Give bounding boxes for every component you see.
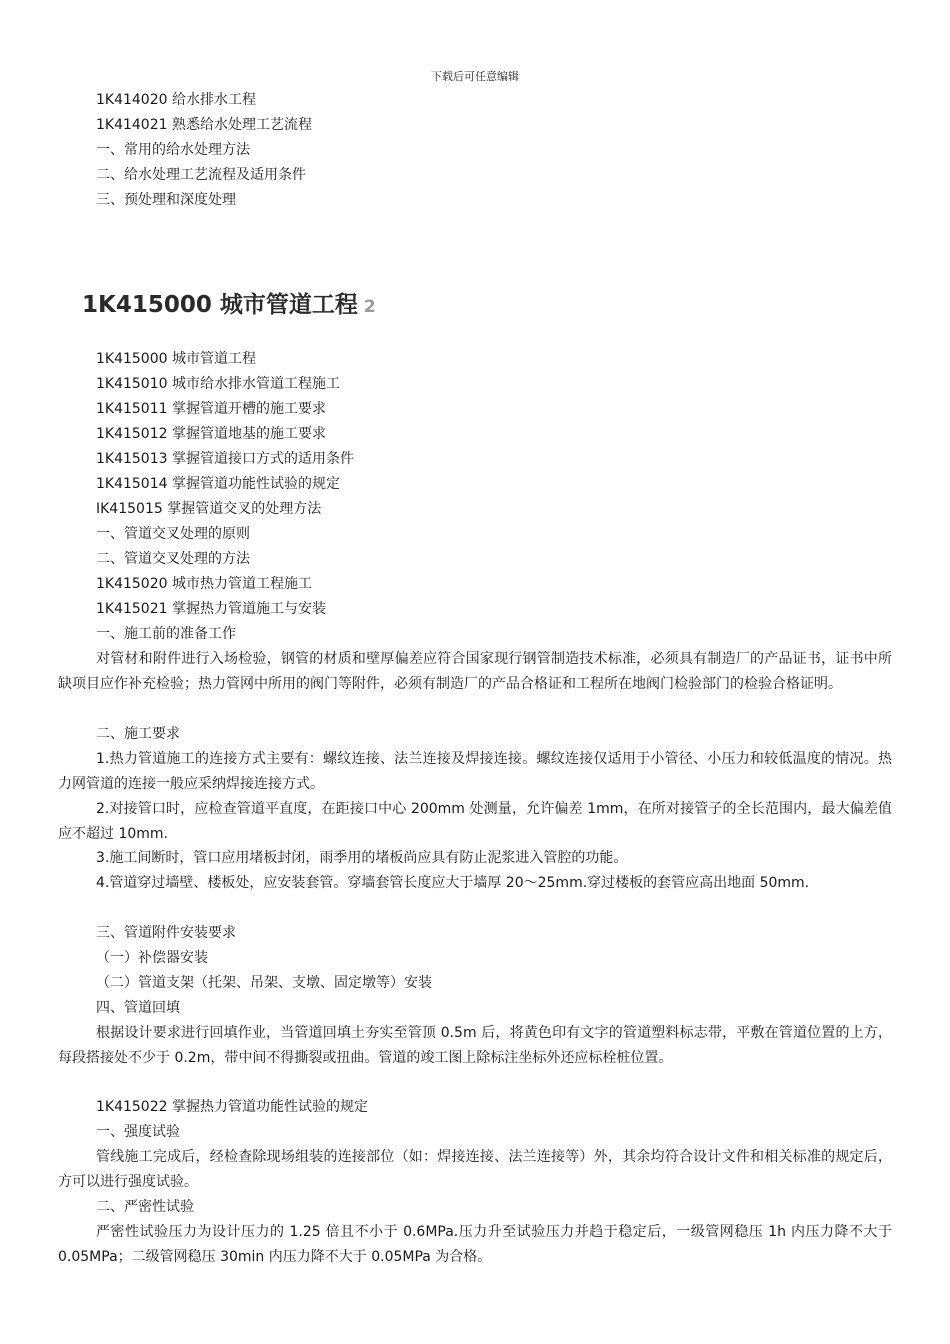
section-heading-number: 2	[363, 297, 376, 317]
body-line: （二）管道支架（托架、吊架、支墩、固定墩等）安装	[96, 975, 432, 991]
body-line: 二、管道交叉处理的方法	[96, 551, 250, 567]
body-line: 一、管道交叉处理的原则	[96, 526, 250, 542]
body-line: 三、管道附件安装要求	[96, 925, 236, 941]
body-line: 1K415014 掌握管道功能性试验的规定	[96, 476, 340, 492]
section-heading	[82, 288, 376, 324]
toc-line: 1K414021 熟悉给水处理工艺流程	[96, 117, 312, 133]
paragraph: 根据设计要求进行回填作业，当管道回填土夯实至管顶 0.5m 后，将黄色印有文字的管道塑料标志带，平敷在管道位置的上方，每段搭接处不少于 0.2m，带中间不得撕裂或扭曲。管道的竣工图上除标注坐标外还应标栓桩位置。	[58, 1025, 892, 1066]
paragraph: 2.对接管口时，应检查管道平直度，在距接口中心 200mm 处测量，允许偏差 1mm，在所对接管子的全长范围内，最大偏差值应不超过 10mm.	[58, 801, 892, 842]
paragraph: 1.热力管道施工的连接方式主要有：螺纹连接、法兰连接及焊接连接。螺纹连接仅适用于小管径、小压力和较低温度的情况。热力网管道的连接一般应采纳焊接连接方式。	[58, 751, 892, 792]
paragraph: 严密性试验压力为设计压力的 1.25 倍且不小于 0.6MPa.压力升至试验压力并趋于稳定后，一级管网稳压 1h 内压力降不大于 0.05MPa；二级管网稳压 30min 内压力降不大于 0.05MPa 为合格。	[58, 1224, 892, 1265]
body-line: 一、施工前的准备工作	[96, 626, 236, 642]
body-line: 一、强度试验	[96, 1124, 180, 1140]
section-heading-title: 1K415000 城市管道工程	[82, 292, 358, 318]
body-line: 二、严密性试验	[96, 1199, 194, 1215]
toc-line: 三、预处理和深度处理	[96, 192, 236, 208]
body-line: 1K415020 城市热力管道工程施工	[96, 576, 312, 592]
body-line: 1K415010 城市给水排水管道工程施工	[96, 376, 340, 392]
body-line: 1K415011 掌握管道开槽的施工要求	[96, 401, 326, 417]
paragraph: 管线施工完成后，经检查除现场组装的连接部位（如：焊接连接、法兰连接等）外，其余均符合设计文件和相关标准的规定后，方可以进行强度试验。	[58, 1149, 892, 1190]
toc-line: 一、常用的给水处理方法	[96, 142, 250, 158]
body-line: 1K415022 掌握热力管道功能性试验的规定	[96, 1099, 368, 1115]
body-line: （一）补偿器安装	[96, 950, 208, 966]
body-line: 二、施工要求	[96, 726, 180, 742]
body-line: 四、管道回填	[96, 1000, 180, 1016]
paragraph: 4.管道穿过墙壁、楼板处，应安装套管。穿墙套管长度应大于墙厚 20～25mm.穿过楼板的套管应高出地面 50mm.	[96, 875, 810, 891]
toc-line: 1K414020 给水排水工程	[96, 92, 256, 108]
body-line: IK415015 掌握管道交叉的处理方法	[96, 501, 322, 517]
paragraph: 对管材和附件进行入场检验，钢管的材质和壁厚偏差应符合国家现行钢管制造技术标准，必须具有制造厂的产品证书，证书中所缺项目应作补充检验；热力管网中所用的阀门等附件，必须有制造厂的产品合格证和工程所在地阀门检验部门的检验合格证明。	[58, 651, 892, 692]
body-line: 1K415021 掌握热力管道施工与安装	[96, 601, 326, 617]
page-header: 下载后可任意编辑	[431, 70, 519, 83]
toc-line: 二、给水处理工艺流程及适用条件	[96, 167, 306, 183]
body-line: 1K415012 掌握管道地基的施工要求	[96, 426, 326, 442]
paragraph: 3.施工间断时，管口应用堵板封闭，雨季用的堵板尚应具有防止泥浆进入管腔的功能。	[96, 850, 628, 866]
body-line: 1K415013 掌握管道接口方式的适用条件	[96, 451, 354, 467]
body-line: 1K415000 城市管道工程	[96, 351, 256, 367]
